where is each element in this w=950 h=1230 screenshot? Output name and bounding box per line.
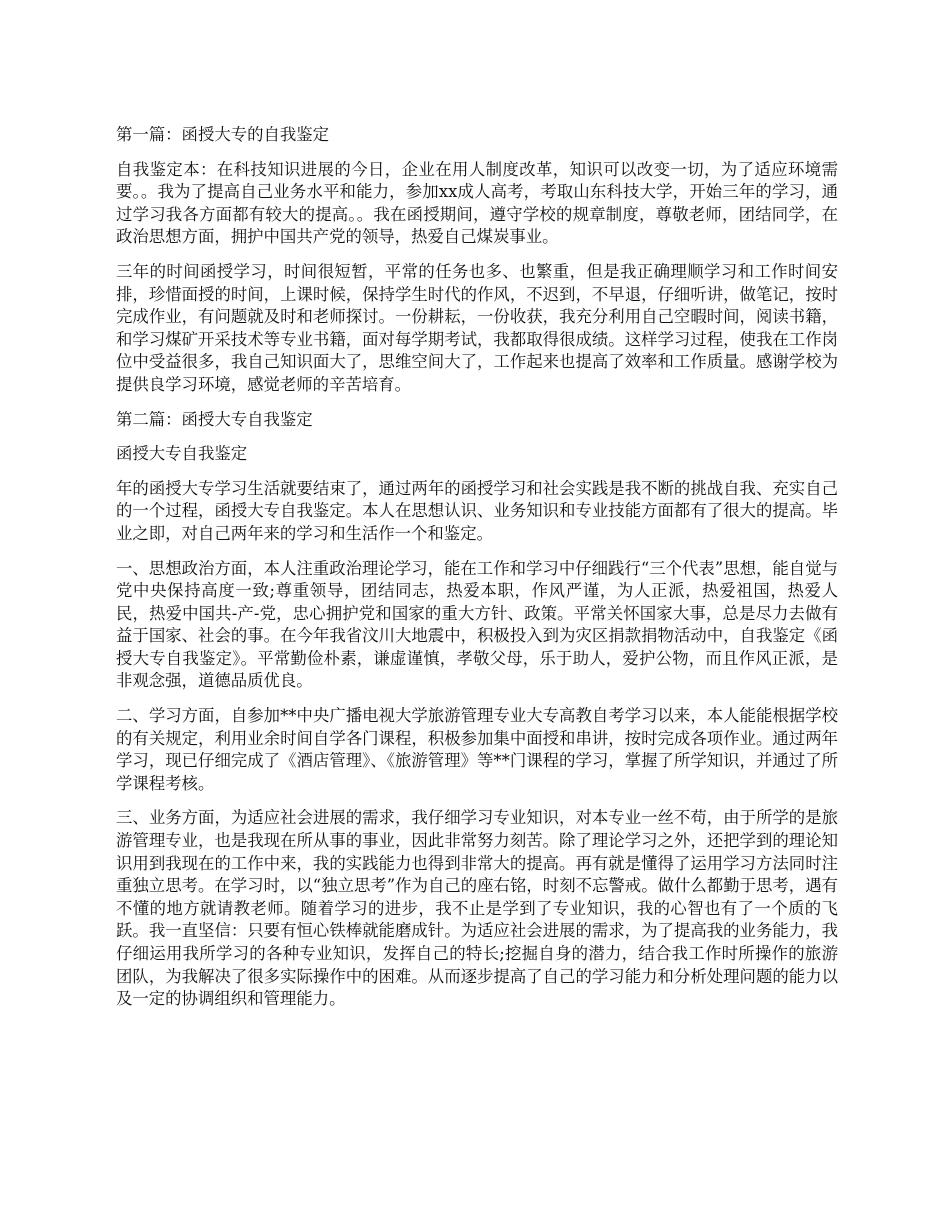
subheading: 函授大专自我鉴定: [116, 444, 248, 464]
paragraph-1: 自我鉴定本：在科技知识进展的今日，企业在用人制度改革，知识可以改变一切，为了适应环境需要。。我为了提高自己业务水平和能力，参加xx成人高考，考取山东科技大学，开始三年的学习，通过学习我各方面都有较大的提高。。我在函授期间，遵守学校的规章制度，尊敬老师，团结同学，在政治思想方面，拥护中国共产党的领导，热爱自己煤炭事业。: [116, 159, 838, 247]
paragraph-4: 一、思想政治方面，本人注重政治理论学习，能在工作和学习中仔细践行“三个代表”思想，能自觉与党中央保持高度一致;尊重领导，团结同志，热爱本职，作风严谨，为人正派，热爱祖国，热爱人民，热爱中国共-产-党，忠心拥护党和国家的重大方针、政策。平常关怀国家大事，总是尽力去做有益于国家、社会的事。在今年我省汶川大地震中，积极投入到为灾区捐款捐物活动中，自我鉴定《函授大专自我鉴定》。平常勤俭朴素，谦虚谨慎，孝敬父母，乐于助人，爱护公物，而且作风正派，是非观念强，道德品质优良。: [116, 558, 838, 691]
paragraph-2: 三年的时间函授学习，时间很短暂，平常的任务也多、也繁重，但是我正确理顺学习和工作时间安排，珍惜面授的时间，上课时候，保持学生时代的作风，不迟到，不早退，仔细听讲，做笔记，按时完成作业，有问题就及时和老师探讨。一份耕耘，一份收获，我充分利用自己空暇时间，阅读书籍，和学习煤矿开采技术等专业书籍，面对每学期考试，我都取得很成绩。这样学习过程，使我在工作岗位中受益很多，我自己知识面大了，思维空间大了，工作起来也提高了效率和工作质量。感谢学校为提供良学习环境，感觉老师的辛苦培育。: [116, 261, 838, 394]
section-heading-1: 第一篇：函授大专的自我鉴定: [116, 125, 330, 144]
paragraph-6: 三、业务方面，为适应社会进展的需求，我仔细学习专业知识，对本专业一丝不苟，由于所学的是旅游管理专业，也是我现在所从事的事业，因此非常努力刻苦。除了理论学习之外，还把学到的理论知识用到我现在的工作中来，我的实践能力也得到非常大的提高。再有就是懂得了运用学习方法同时注重独立思考。在学习时，以“独立思考”作为自己的座右铭，时刻不忘警戒。做什么都勤于思考，遇有不懂的地方就请教老师。随着学习的进步，我不止是学到了专业知识，我的心智也有了一个质的飞跃。我一直坚信：只要有恒心铁棒就能磨成针。为适应社会进展的需求，为了提高我的业务能力，我仔细运用我所学习的各种专业知识，发挥自己的特长;挖掘自身的潜力，结合我工作时所操作的旅游团队，为我解决了很多实际操作中的困难。从而逐步提高了自己的学习能力和分析处理问题的能力以及一定的协调组织和管理能力。: [116, 808, 838, 1009]
paragraph-3: 年的函授大专学习生活就要结束了，通过两年的函授学习和社会实践是我不断的挑战自我、充实自己的一个过程，函授大专自我鉴定。本人在思想认识、业务知识和专业技能方面都有了很大的提高。毕业之即，对自己两年来的学习和生活作一个和鉴定。: [116, 478, 838, 543]
paragraph-5: 二、学习方面，自参加**中央广播电视大学旅游管理专业大专高教自考学习以来，本人能能根据学校的有关规定，利用业余时间自学各门课程，积极参加集中面授和串讲，按时完成各项作业。通过两年学习，现已仔细完成了《酒店管理》、《旅游管理》等**门课程的学习，掌握了所学知识，并通过了所学课程考核。: [116, 706, 838, 793]
document-page: [116, 124, 838, 1023]
section-heading-2: 第二篇：函授大专自我鉴定: [116, 409, 313, 429]
